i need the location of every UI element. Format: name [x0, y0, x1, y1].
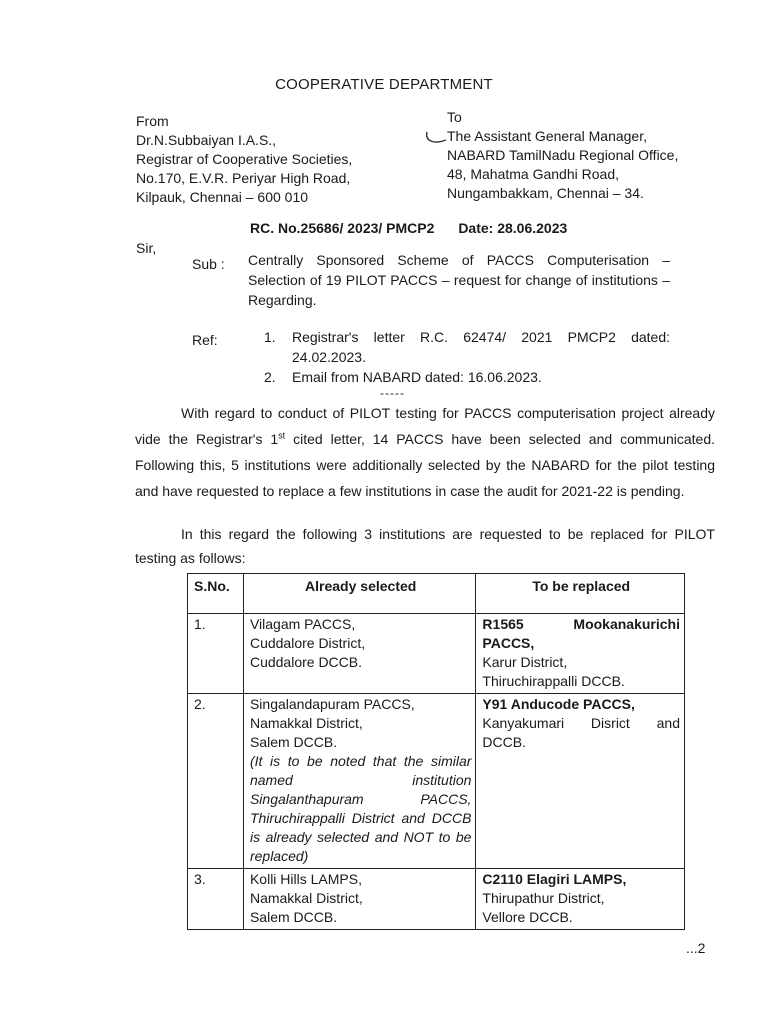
body-paragraph-2	[135, 522, 715, 570]
separator: -----	[380, 386, 405, 400]
header-sno: S.No.	[188, 574, 244, 614]
cell-to-be-replaced	[476, 869, 685, 930]
para2-text: In this regard the following 3 institutions are requested to be replaced for PILOT testing as follows:	[135, 526, 715, 566]
cell-sno: 2.	[188, 694, 244, 869]
subject-text: Centrally Sponsored Scheme of PACCS Computerisation – Selection of 19 PILOT PACCS – request for change of institutions – Regarding.	[248, 252, 670, 308]
para1-text-b: cited letter, 14 PACCS have been selected and communicated. Following this, 5 institutions were additionally selected by the NABARD for the pilot testing and have requested to replace a few institutions in case the audit for 2021-22 is pending.	[135, 431, 715, 499]
cell-line: Vellore DCCB.	[482, 909, 573, 925]
cell-head-line: R1565 Mookanakurichi PACCS,	[482, 616, 680, 651]
table-row	[188, 694, 685, 869]
from-line: Kilpauk, Chennai – 600 010	[136, 189, 309, 205]
cell-line: Thiruchirappalli DCCB.	[482, 673, 625, 689]
salutation: Sir,	[136, 240, 157, 256]
to-line: Nungambakkam, Chennai – 34.	[447, 185, 644, 201]
to-address	[447, 108, 678, 203]
body-paragraph-1	[135, 400, 715, 504]
cell-line: Kanyakumari Disrict and DCCB.	[482, 715, 680, 750]
cell-line: Cuddalore District,	[249, 635, 366, 651]
cell-line: Vilagam PACCS,	[249, 616, 356, 632]
cell-already-selected	[243, 614, 475, 694]
department-heading: COOPERATIVE DEPARTMENT	[275, 76, 493, 93]
subject-label: Sub :	[192, 256, 225, 272]
to-line: 48, Mahatma Gandhi Road,	[447, 166, 619, 182]
header-already-selected: Already selected	[243, 574, 475, 614]
cell-already-selected	[243, 694, 475, 869]
header-to-be-replaced: To be replaced	[476, 574, 685, 614]
ref-label: Ref:	[192, 332, 218, 348]
rc-number: RC. No.25686/ 2023/ PMCP2	[250, 220, 435, 236]
from-line: Dr.N.Subbaiyan I.A.S.,	[136, 132, 277, 148]
ref-text: Email from NABARD dated: 16.06.2023.	[292, 369, 542, 385]
reference-line	[250, 220, 567, 236]
cell-line: Salem DCCB.	[249, 909, 338, 925]
para1-superscript: st	[278, 430, 286, 441]
para1-text-a: With regard to conduct of PILOT testing for PACCS computerisation project already vide the Registrar's 1	[135, 405, 715, 447]
ref-item	[264, 327, 670, 367]
cell-head-line: Y91 Anducode PACCS,	[482, 696, 635, 712]
table-row	[188, 614, 685, 694]
cell-line: Karur District,	[482, 654, 568, 670]
cell-line: Thirupathur District,	[482, 890, 605, 906]
cell-head-line: C2110 Elagiri LAMPS,	[482, 871, 627, 887]
ref-item	[264, 367, 670, 387]
to-label: To	[447, 109, 462, 125]
table-row	[188, 869, 685, 930]
cell-line: Salem DCCB.	[249, 734, 338, 750]
cell-to-be-replaced	[476, 694, 685, 869]
ref-number: 1.	[264, 329, 276, 345]
from-line: No.170, E.V.R. Periyar High Road,	[136, 170, 351, 186]
cell-note: (It is to be noted that the similar named institution Singalanthapuram PACCS, Thiruchirappalli District and DCCB is already selected and NOT to be replaced)	[249, 753, 472, 864]
replacement-table	[187, 573, 685, 930]
from-address	[136, 112, 352, 207]
cell-already-selected	[243, 869, 475, 930]
cell-line: Namakkal District,	[249, 715, 363, 731]
cell-line: Singalandapuram PACCS,	[249, 696, 415, 712]
cell-sno: 3.	[188, 869, 244, 930]
from-label: From	[136, 113, 169, 129]
letter-date: Date: 28.06.2023	[458, 220, 568, 236]
to-line: The Assistant General Manager,	[447, 128, 647, 144]
cell-line: Cuddalore DCCB.	[249, 654, 363, 670]
cell-to-be-replaced	[476, 614, 685, 694]
page-continuation-marker: ...2	[686, 940, 706, 956]
from-line: Registrar of Cooperative Societies,	[136, 151, 353, 167]
cell-line: Namakkal District,	[249, 890, 363, 906]
ref-list	[264, 327, 670, 387]
cell-sno: 1.	[188, 614, 244, 694]
to-line: NABARD TamilNadu Regional Office,	[447, 147, 679, 163]
ref-number: 2.	[264, 369, 276, 385]
table-header-row	[188, 574, 685, 614]
ref-text: Registrar's letter R.C. 62474/ 2021 PMCP2 dated: 24.02.2023.	[292, 329, 670, 365]
cell-line: Kolli Hills LAMPS,	[249, 871, 362, 887]
